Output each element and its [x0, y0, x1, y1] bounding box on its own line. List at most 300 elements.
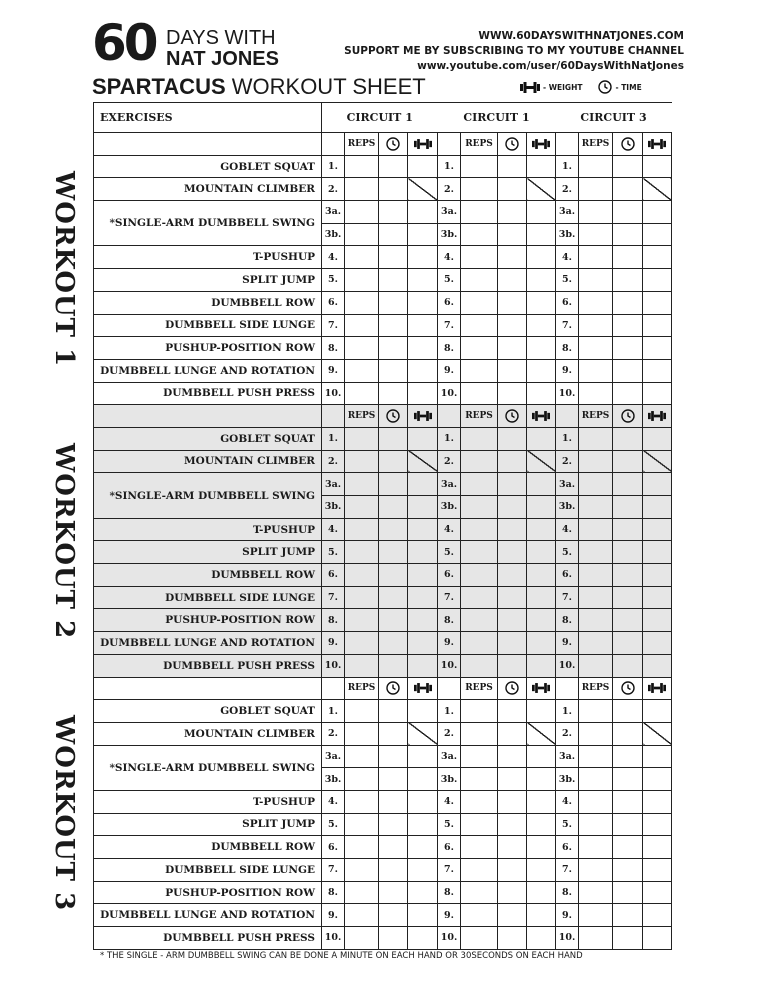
reps-cell[interactable]: [345, 609, 379, 632]
time-cell[interactable]: [498, 790, 527, 813]
reps-cell[interactable]: [461, 223, 498, 246]
time-cell[interactable]: [613, 337, 643, 360]
weight-cell[interactable]: [527, 904, 556, 927]
reps-cell[interactable]: [345, 314, 379, 337]
time-cell[interactable]: [379, 722, 408, 745]
time-cell[interactable]: [613, 904, 643, 927]
time-cell[interactable]: [379, 314, 408, 337]
weight-cell[interactable]: [643, 269, 672, 292]
weight-cell[interactable]: [527, 518, 556, 541]
weight-cell[interactable]: [527, 246, 556, 269]
reps-cell[interactable]: [345, 541, 379, 564]
reps-cell[interactable]: [461, 859, 498, 882]
time-cell[interactable]: [498, 223, 527, 246]
time-cell[interactable]: [498, 768, 527, 791]
time-cell[interactable]: [379, 927, 408, 950]
time-cell[interactable]: [613, 632, 643, 655]
reps-cell[interactable]: [579, 654, 613, 677]
reps-cell[interactable]: [579, 790, 613, 813]
reps-cell[interactable]: [461, 155, 498, 178]
reps-cell[interactable]: [461, 700, 498, 723]
time-cell[interactable]: [379, 518, 408, 541]
reps-cell[interactable]: [461, 745, 498, 768]
time-cell[interactable]: [379, 246, 408, 269]
weight-cell[interactable]: [408, 427, 438, 450]
time-cell[interactable]: [379, 201, 408, 224]
time-cell[interactable]: [613, 359, 643, 382]
time-cell[interactable]: [379, 473, 408, 496]
weight-cell[interactable]: [527, 745, 556, 768]
reps-cell[interactable]: [579, 541, 613, 564]
reps-cell[interactable]: [461, 722, 498, 745]
time-cell[interactable]: [613, 427, 643, 450]
weight-cell[interactable]: [643, 496, 672, 519]
reps-cell[interactable]: [345, 859, 379, 882]
time-cell[interactable]: [379, 541, 408, 564]
time-cell[interactable]: [379, 291, 408, 314]
exercise-number: 5.: [438, 813, 461, 836]
weight-cell[interactable]: [643, 881, 672, 904]
weight-cell[interactable]: [408, 813, 438, 836]
time-cell[interactable]: [379, 768, 408, 791]
weight-cell[interactable]: [527, 813, 556, 836]
weight-cell[interactable]: [408, 496, 438, 519]
weight-cell[interactable]: [643, 927, 672, 950]
exercise-number: 6.: [438, 836, 461, 859]
weight-cell[interactable]: [408, 246, 438, 269]
weight-cell[interactable]: [527, 586, 556, 609]
reps-cell[interactable]: [345, 496, 379, 519]
time-cell[interactable]: [613, 722, 643, 745]
time-cell[interactable]: [379, 790, 408, 813]
reps-cell[interactable]: [461, 178, 498, 201]
time-cell[interactable]: [498, 722, 527, 745]
weight-cell[interactable]: [643, 291, 672, 314]
reps-cell[interactable]: [345, 700, 379, 723]
time-cell[interactable]: [498, 155, 527, 178]
weight-cell[interactable]: [527, 564, 556, 587]
weight-cell[interactable]: [527, 473, 556, 496]
time-cell[interactable]: [613, 790, 643, 813]
weight-cell[interactable]: [643, 541, 672, 564]
time-cell[interactable]: [498, 541, 527, 564]
weight-cell[interactable]: [408, 904, 438, 927]
weight-cell[interactable]: [527, 269, 556, 292]
reps-cell[interactable]: [579, 881, 613, 904]
time-cell[interactable]: [379, 564, 408, 587]
reps-cell[interactable]: [345, 564, 379, 587]
reps-cell[interactable]: [579, 450, 613, 473]
weight-cell[interactable]: [408, 201, 438, 224]
weight-cell[interactable]: [527, 359, 556, 382]
time-cell[interactable]: [613, 654, 643, 677]
weight-cell[interactable]: [527, 337, 556, 360]
time-cell[interactable]: [498, 246, 527, 269]
time-cell[interactable]: [379, 337, 408, 360]
reps-cell[interactable]: [461, 473, 498, 496]
time-cell[interactable]: [498, 745, 527, 768]
weight-cell[interactable]: [527, 927, 556, 950]
reps-cell[interactable]: [461, 813, 498, 836]
weight-cell[interactable]: [408, 337, 438, 360]
reps-cell[interactable]: [579, 178, 613, 201]
time-cell[interactable]: [613, 314, 643, 337]
weight-cell[interactable]: [408, 564, 438, 587]
time-cell[interactable]: [498, 473, 527, 496]
time-cell[interactable]: [613, 201, 643, 224]
reps-cell[interactable]: [461, 269, 498, 292]
reps-cell[interactable]: [345, 654, 379, 677]
weight-cell-na: [527, 450, 556, 473]
weight-cell[interactable]: [643, 586, 672, 609]
weight-cell[interactable]: [408, 269, 438, 292]
weight-cell[interactable]: [408, 609, 438, 632]
time-cell[interactable]: [379, 427, 408, 450]
reps-cell[interactable]: [345, 178, 379, 201]
time-cell[interactable]: [613, 269, 643, 292]
weight-cell[interactable]: [643, 223, 672, 246]
time-cell[interactable]: [379, 813, 408, 836]
weight-cell[interactable]: [643, 337, 672, 360]
weight-cell[interactable]: [408, 790, 438, 813]
reps-cell[interactable]: [579, 518, 613, 541]
reps-cell[interactable]: [345, 155, 379, 178]
reps-cell[interactable]: [579, 564, 613, 587]
weight-cell[interactable]: [408, 881, 438, 904]
website-link[interactable]: WWW.60DAYSWITHNATJONES.COM: [478, 30, 684, 42]
reps-cell[interactable]: [345, 722, 379, 745]
reps-cell[interactable]: [461, 314, 498, 337]
time-cell[interactable]: [498, 382, 527, 405]
reps-cell[interactable]: [461, 246, 498, 269]
title-bold: SPARTACUS: [92, 74, 226, 99]
weight-cell[interactable]: [527, 790, 556, 813]
weight-cell[interactable]: [527, 836, 556, 859]
time-cell[interactable]: [613, 927, 643, 950]
weight-cell[interactable]: [643, 155, 672, 178]
time-cell[interactable]: [379, 178, 408, 201]
reps-cell[interactable]: [461, 927, 498, 950]
reps-cell[interactable]: [461, 586, 498, 609]
weight-cell[interactable]: [408, 859, 438, 882]
reps-cell[interactable]: [579, 609, 613, 632]
reps-cell[interactable]: [579, 246, 613, 269]
reps-cell[interactable]: [345, 927, 379, 950]
reps-cell[interactable]: [345, 473, 379, 496]
time-cell[interactable]: [613, 155, 643, 178]
weight-cell[interactable]: [408, 382, 438, 405]
reps-cell[interactable]: [345, 427, 379, 450]
weight-cell[interactable]: [643, 745, 672, 768]
weight-cell[interactable]: [643, 700, 672, 723]
time-cell[interactable]: [613, 836, 643, 859]
weight-cell[interactable]: [408, 768, 438, 791]
reps-cell[interactable]: [579, 314, 613, 337]
reps-cell[interactable]: [579, 722, 613, 745]
weight-cell[interactable]: [408, 518, 438, 541]
time-cell[interactable]: [613, 609, 643, 632]
weight-cell[interactable]: [408, 654, 438, 677]
weight-cell[interactable]: [408, 223, 438, 246]
weight-cell[interactable]: [408, 155, 438, 178]
weight-cell[interactable]: [527, 223, 556, 246]
time-cell[interactable]: [498, 927, 527, 950]
reps-cell[interactable]: [345, 904, 379, 927]
reps-cell[interactable]: [461, 564, 498, 587]
time-cell[interactable]: [498, 201, 527, 224]
weight-cell[interactable]: [643, 359, 672, 382]
time-cell[interactable]: [498, 632, 527, 655]
time-cell[interactable]: [613, 223, 643, 246]
youtube-link[interactable]: www.youtube.com/user/60DaysWithNatJones: [417, 60, 684, 72]
weight-cell[interactable]: [527, 632, 556, 655]
time-cell[interactable]: [498, 859, 527, 882]
weight-cell[interactable]: [408, 927, 438, 950]
reps-cell[interactable]: [345, 201, 379, 224]
weight-cell[interactable]: [643, 768, 672, 791]
reps-cell[interactable]: [461, 881, 498, 904]
time-cell[interactable]: [613, 541, 643, 564]
reps-cell[interactable]: [345, 382, 379, 405]
reps-cell[interactable]: [461, 427, 498, 450]
reps-cell[interactable]: [345, 337, 379, 360]
reps-cell[interactable]: [579, 337, 613, 360]
time-cell[interactable]: [379, 836, 408, 859]
time-cell[interactable]: [498, 813, 527, 836]
weight-cell[interactable]: [408, 473, 438, 496]
weight-cell[interactable]: [408, 632, 438, 655]
time-cell[interactable]: [379, 700, 408, 723]
weight-cell[interactable]: [527, 654, 556, 677]
time-cell[interactable]: [498, 654, 527, 677]
reps-cell[interactable]: [345, 632, 379, 655]
time-cell[interactable]: [498, 291, 527, 314]
time-cell[interactable]: [613, 496, 643, 519]
time-cell[interactable]: [613, 291, 643, 314]
reps-cell[interactable]: [461, 201, 498, 224]
reps-cell[interactable]: [461, 541, 498, 564]
reps-cell[interactable]: [461, 790, 498, 813]
reps-cell[interactable]: [579, 473, 613, 496]
time-cell[interactable]: [613, 768, 643, 791]
time-cell[interactable]: [498, 700, 527, 723]
time-cell[interactable]: [613, 813, 643, 836]
reps-cell[interactable]: [579, 269, 613, 292]
time-cell[interactable]: [498, 314, 527, 337]
weight-cell[interactable]: [527, 155, 556, 178]
time-cell[interactable]: [613, 564, 643, 587]
weight-cell[interactable]: [643, 201, 672, 224]
weight-cell[interactable]: [408, 541, 438, 564]
weight-cell[interactable]: [643, 790, 672, 813]
weight-cell[interactable]: [643, 564, 672, 587]
weight-cell[interactable]: [643, 859, 672, 882]
reps-cell[interactable]: [461, 768, 498, 791]
reps-cell[interactable]: [579, 496, 613, 519]
reps-cell[interactable]: [345, 269, 379, 292]
exercise-row: [94, 586, 672, 609]
weight-cell[interactable]: [643, 609, 672, 632]
dumbbell-icon: [648, 683, 666, 693]
reps-cell[interactable]: [579, 768, 613, 791]
weight-cell[interactable]: [408, 836, 438, 859]
time-cell[interactable]: [379, 859, 408, 882]
weight-cell[interactable]: [527, 881, 556, 904]
weight-cell[interactable]: [643, 427, 672, 450]
time-cell[interactable]: [498, 518, 527, 541]
weight-cell[interactable]: [643, 382, 672, 405]
weight-cell[interactable]: [527, 382, 556, 405]
reps-cell[interactable]: [579, 586, 613, 609]
time-cell[interactable]: [498, 564, 527, 587]
weight-cell[interactable]: [408, 745, 438, 768]
time-cell[interactable]: [613, 700, 643, 723]
time-cell[interactable]: [379, 609, 408, 632]
reps-cell[interactable]: [461, 632, 498, 655]
time-cell[interactable]: [613, 745, 643, 768]
reps-cell[interactable]: [579, 223, 613, 246]
reps-cell[interactable]: [461, 291, 498, 314]
reps-cell[interactable]: [579, 904, 613, 927]
time-cell[interactable]: [379, 269, 408, 292]
weight-cell[interactable]: [527, 859, 556, 882]
time-cell[interactable]: [498, 359, 527, 382]
time-cell[interactable]: [613, 518, 643, 541]
weight-cell[interactable]: [527, 768, 556, 791]
reps-cell[interactable]: [579, 927, 613, 950]
weight-cell[interactable]: [527, 609, 556, 632]
weight-cell[interactable]: [643, 632, 672, 655]
reps-cell[interactable]: [345, 450, 379, 473]
time-cell[interactable]: [379, 450, 408, 473]
reps-cell[interactable]: [345, 813, 379, 836]
reps-cell[interactable]: [461, 382, 498, 405]
time-cell[interactable]: [498, 496, 527, 519]
time-cell[interactable]: [498, 178, 527, 201]
reps-cell[interactable]: [579, 359, 613, 382]
reps-cell[interactable]: [345, 223, 379, 246]
reps-cell[interactable]: [579, 813, 613, 836]
time-cell[interactable]: [498, 904, 527, 927]
time-cell[interactable]: [379, 586, 408, 609]
time-cell[interactable]: [379, 881, 408, 904]
reps-cell[interactable]: [345, 359, 379, 382]
weight-cell[interactable]: [408, 700, 438, 723]
reps-cell[interactable]: [579, 155, 613, 178]
reps-cell[interactable]: [579, 291, 613, 314]
time-cell[interactable]: [498, 427, 527, 450]
weight-cell[interactable]: [643, 518, 672, 541]
exercise-name: MOUNTAIN CLIMBER: [94, 722, 322, 745]
time-cell[interactable]: [379, 155, 408, 178]
reps-cell[interactable]: [461, 904, 498, 927]
reps-cell[interactable]: [579, 745, 613, 768]
time-cell[interactable]: [379, 223, 408, 246]
weight-cell[interactable]: [408, 586, 438, 609]
reps-cell[interactable]: [579, 201, 613, 224]
weight-cell[interactable]: [643, 246, 672, 269]
reps-cell[interactable]: [461, 836, 498, 859]
reps-cell[interactable]: [579, 836, 613, 859]
reps-cell[interactable]: [345, 768, 379, 791]
time-cell[interactable]: [498, 269, 527, 292]
reps-cell[interactable]: [579, 859, 613, 882]
weight-cell[interactable]: [643, 813, 672, 836]
reps-cell[interactable]: [579, 700, 613, 723]
time-cell[interactable]: [613, 881, 643, 904]
time-cell[interactable]: [498, 881, 527, 904]
weight-cell[interactable]: [527, 291, 556, 314]
reps-cell[interactable]: [345, 518, 379, 541]
weight-cell[interactable]: [527, 496, 556, 519]
time-cell[interactable]: [379, 632, 408, 655]
reps-cell[interactable]: [461, 654, 498, 677]
reps-cell[interactable]: [345, 836, 379, 859]
weight-cell[interactable]: [643, 314, 672, 337]
time-cell[interactable]: [498, 609, 527, 632]
time-cell[interactable]: [379, 745, 408, 768]
time-cell[interactable]: [613, 178, 643, 201]
time-cell[interactable]: [498, 586, 527, 609]
weight-cell[interactable]: [527, 700, 556, 723]
time-cell[interactable]: [379, 904, 408, 927]
reps-cell[interactable]: [579, 632, 613, 655]
reps-cell[interactable]: [579, 427, 613, 450]
reps-cell[interactable]: [345, 745, 379, 768]
exercise-number: 4.: [438, 518, 461, 541]
reps-cell[interactable]: [461, 496, 498, 519]
time-cell[interactable]: [498, 337, 527, 360]
time-cell[interactable]: [379, 359, 408, 382]
time-cell[interactable]: [613, 586, 643, 609]
time-cell[interactable]: [613, 382, 643, 405]
time-cell[interactable]: [613, 859, 643, 882]
reps-cell[interactable]: [345, 790, 379, 813]
reps-cell[interactable]: [579, 382, 613, 405]
reps-cell[interactable]: [461, 609, 498, 632]
exercise-number: 3a.: [322, 201, 345, 224]
time-cell[interactable]: [379, 654, 408, 677]
weight-cell[interactable]: [643, 904, 672, 927]
reps-cell[interactable]: [461, 450, 498, 473]
weight-cell[interactable]: [527, 314, 556, 337]
weight-cell[interactable]: [527, 201, 556, 224]
weight-cell[interactable]: [408, 359, 438, 382]
reps-cell[interactable]: [345, 881, 379, 904]
weight-cell[interactable]: [527, 427, 556, 450]
time-cell[interactable]: [498, 450, 527, 473]
reps-cell[interactable]: [461, 518, 498, 541]
weight-cell[interactable]: [643, 836, 672, 859]
time-cell[interactable]: [613, 450, 643, 473]
weight-cell[interactable]: [643, 473, 672, 496]
time-cell[interactable]: [613, 473, 643, 496]
weight-cell[interactable]: [408, 291, 438, 314]
reps-cell[interactable]: [345, 586, 379, 609]
weight-cell[interactable]: [408, 314, 438, 337]
reps-cell[interactable]: [461, 359, 498, 382]
time-cell[interactable]: [613, 246, 643, 269]
weight-cell[interactable]: [643, 654, 672, 677]
reps-cell[interactable]: [345, 246, 379, 269]
time-header: [498, 405, 527, 428]
reps-cell[interactable]: [345, 291, 379, 314]
time-cell[interactable]: [379, 382, 408, 405]
time-cell[interactable]: [379, 496, 408, 519]
reps-cell[interactable]: [461, 337, 498, 360]
weight-cell[interactable]: [527, 541, 556, 564]
time-cell[interactable]: [498, 836, 527, 859]
